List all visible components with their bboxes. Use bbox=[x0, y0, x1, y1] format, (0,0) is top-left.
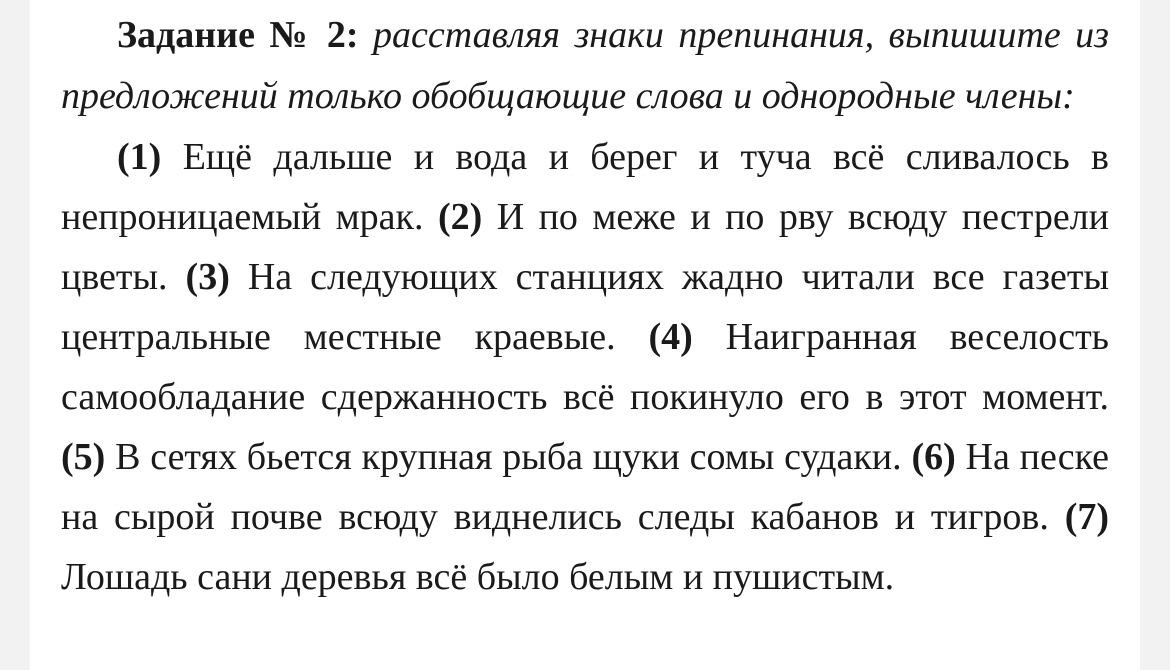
task-heading bbox=[61, 5, 1109, 127]
sentence-number: (7) bbox=[1064, 496, 1109, 538]
sentences-paragraph bbox=[61, 127, 1109, 607]
sentence-text: Ещё дальше и вода и берег и туча всё сливалось в непроницаемый мрак. bbox=[61, 136, 1109, 238]
sentence-number: (1) bbox=[117, 136, 162, 178]
sentence-number: (3) bbox=[185, 256, 230, 298]
document-page bbox=[30, 0, 1140, 670]
sentence-text: Наигранная веселость самообладание сдержанность всё покинуло его в этот момент. bbox=[61, 316, 1110, 418]
sentence-text: На следующих станциях жадно читали все газеты центральные местные краевые. bbox=[61, 256, 1110, 358]
sentence-number: (6) bbox=[911, 436, 956, 478]
sentence-5 bbox=[61, 436, 902, 478]
sentence-number: (2) bbox=[437, 196, 483, 238]
sentence-text: В сетях бьется крупная рыба щуки сомы судаки. bbox=[115, 436, 902, 478]
sentence-text: И по меже и по рву всюду пестрели цветы. bbox=[61, 196, 1109, 298]
task-instruction: расставляя знаки препинания, выпишите из предложений только обобщающие слова и однородные члены: bbox=[61, 14, 1110, 117]
sentence-number: (5) bbox=[61, 436, 106, 478]
task-text bbox=[61, 5, 1109, 607]
sentence-text: На песке на сырой почве всюду виднелись следы кабанов и тигров. bbox=[61, 436, 1110, 538]
sentence-text: Лошадь сани деревья всё было белым и пушистым. bbox=[61, 556, 895, 598]
task-label: Задание № 2: bbox=[117, 14, 359, 56]
sentence-number: (4) bbox=[648, 316, 693, 358]
